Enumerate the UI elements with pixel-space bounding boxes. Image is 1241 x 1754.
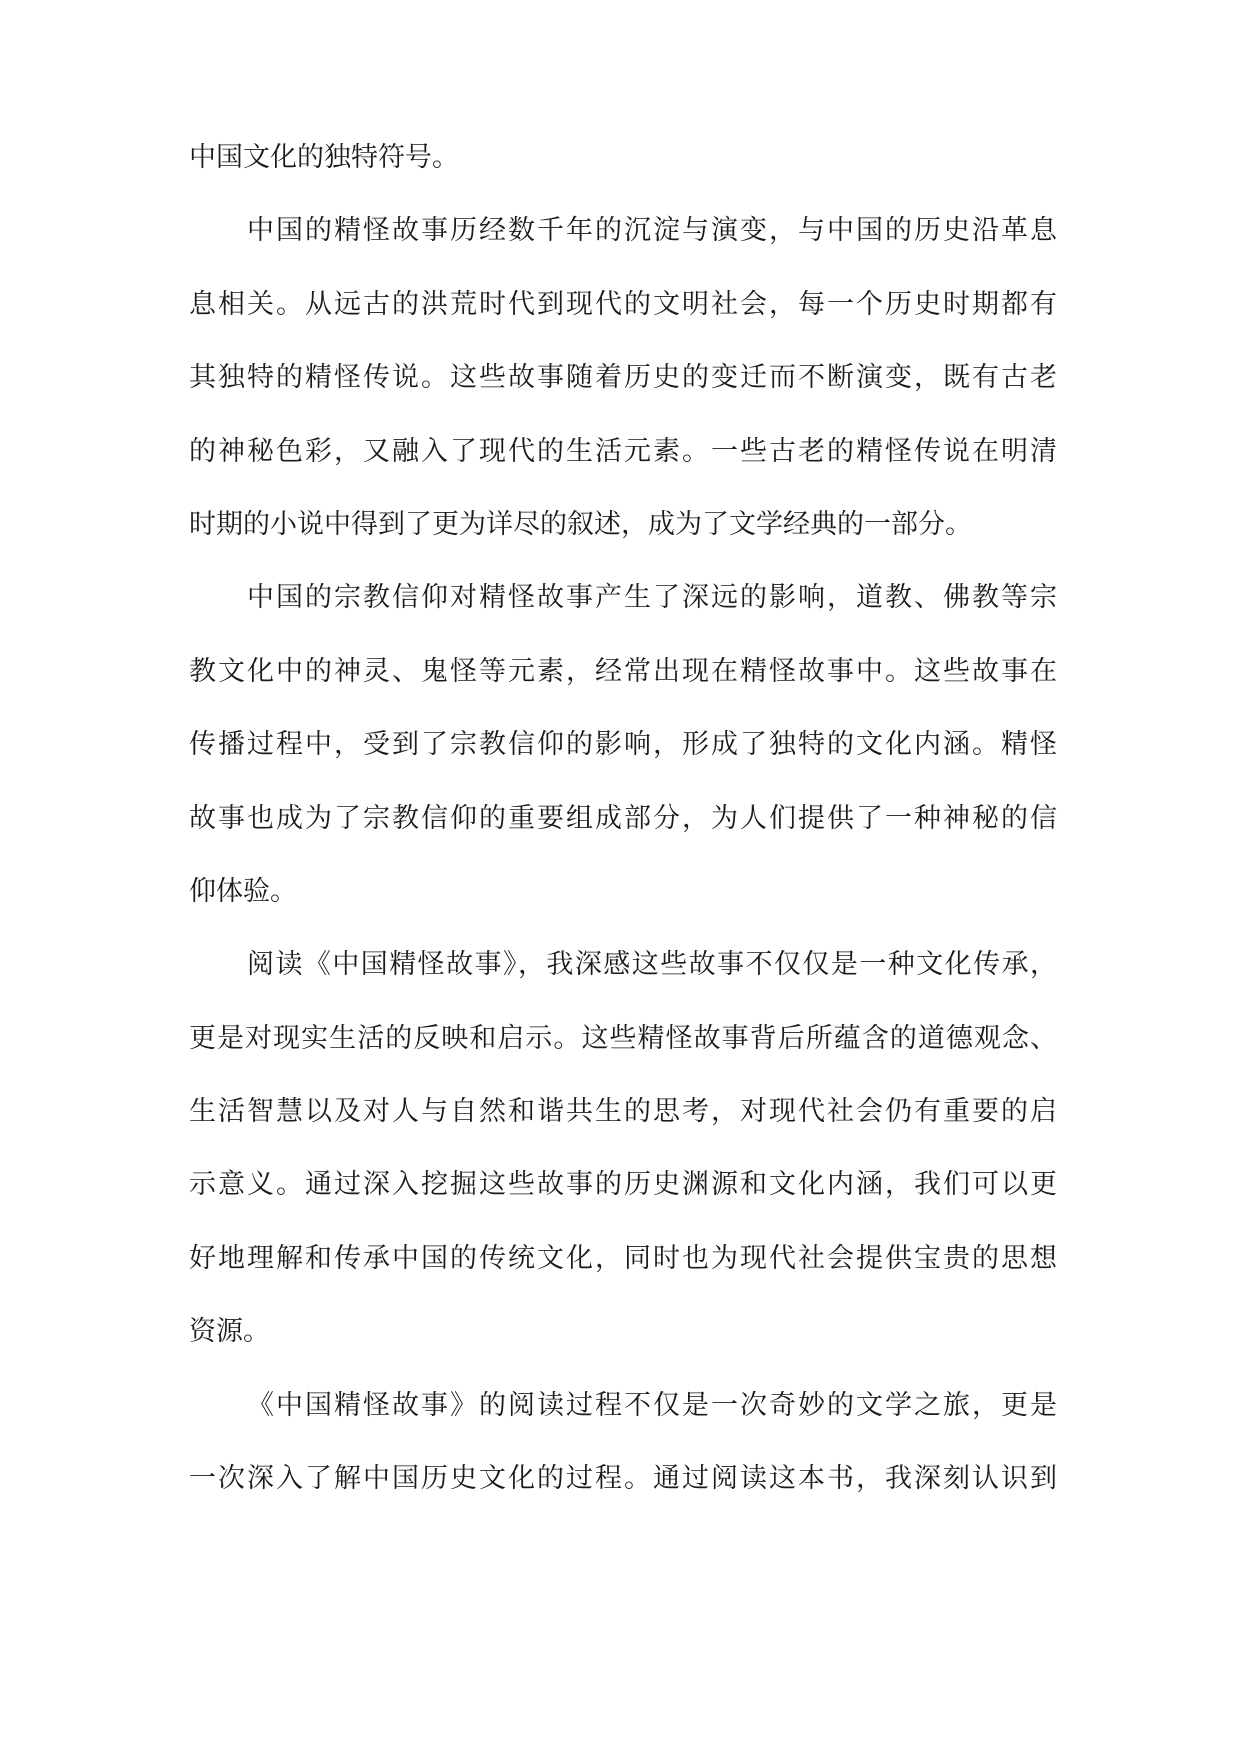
text-line: 教文化中的神灵、鬼怪等元素，经常出现在精怪故事中。这些故事在: [189, 655, 1057, 687]
text-line: 其独特的精怪传说。这些故事随着历史的变迁而不断演变，既有古老: [189, 362, 1057, 394]
text-line: 生活智慧以及对人与自然和谐共生的思考，对现代社会仍有重要的启: [189, 1096, 1057, 1128]
text-line: 阅读《中国精怪故事》，我深感这些故事不仅仅是一种文化传承，: [247, 949, 1057, 981]
body-text: [189, 143, 1057, 1537]
text-line: 资源。: [189, 1316, 270, 1348]
text-line: 中国文化的独特符号。: [189, 142, 459, 173]
text-line: 故事也成为了宗教信仰的重要组成部分，为人们提供了一种神秘的信: [189, 802, 1057, 834]
text-line: 的神秘色彩，又融入了现代的生活元素。一些古老的精怪传说在明清: [189, 435, 1057, 467]
text-line: 时期的小说中得到了更为详尽的叙述，成为了文学经典的一部分。: [189, 508, 972, 540]
text-line: 《中国精怪故事》的阅读过程不仅是一次奇妙的文学之旅，更是: [247, 1389, 1057, 1421]
text-line: 示意义。通过深入挖掘这些故事的历史渊源和文化内涵，我们可以更: [189, 1169, 1057, 1201]
text-line: 传播过程中，受到了宗教信仰的影响，形成了独特的文化内涵。精怪: [189, 729, 1057, 761]
text-line: 中国的宗教信仰对精怪故事产生了深远的影响，道教、佛教等宗: [247, 582, 1057, 614]
text-line: 更是对现实生活的反映和启示。这些精怪故事背后所蕴含的道德观念、: [189, 1022, 1057, 1054]
text-line: 好地理解和传承中国的传统文化，同时也为现代社会提供宝贵的思想: [189, 1242, 1057, 1274]
text-line: 一次深入了解中国历史文化的过程。通过阅读这本书，我深刻认识到: [189, 1463, 1057, 1495]
text-line: 中国的精怪故事历经数千年的沉淀与演变，与中国的历史沿革息: [247, 215, 1057, 247]
text-line: 仰体验。: [189, 875, 297, 907]
text-line: 息相关。从远古的洪荒时代到现代的文明社会，每一个历史时期都有: [189, 288, 1057, 320]
